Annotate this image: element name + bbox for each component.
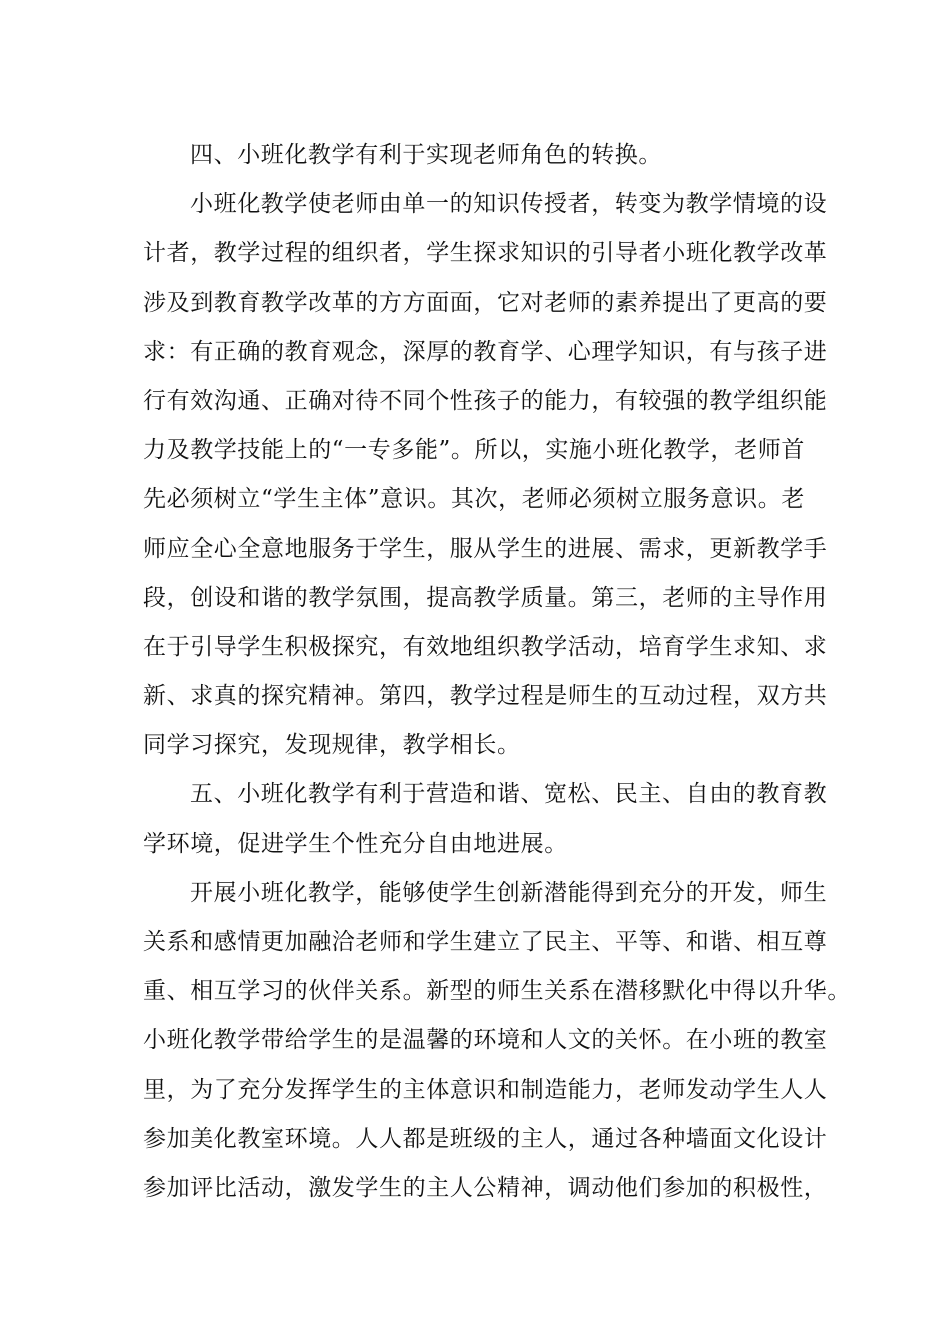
text-line: 小班化教学使老师由单一的知识传授者，转变为教学情境的设 (190, 191, 828, 218)
text-line: 求：有正确的教育观念，深厚的教育学、心理学知识，有与孩子进 (143, 338, 828, 365)
text-line: 师应全心全意地服务于学生，服从学生的进展、需求，更新教学手 (143, 535, 828, 562)
text-line: 关系和感情更加融洽老师和学生建立了民主、平等、和谐、相互尊 (143, 929, 828, 955)
text-line: 涉及到教育教学改革的方方面面，它对老师的素养提出了更高的要 (143, 289, 828, 316)
text-line: 参加评比活动，激发学生的主人公精神，调动他们参加的积极性， (143, 1174, 828, 1201)
text-line: 重、相互学习的伙伴关系。新型的师生关系在潜移默化中得以升华。 (143, 978, 851, 1005)
text-line: 里，为了充分发挥学生的主体意识和制造能力，老师发动学生人人 (143, 1076, 828, 1103)
text-line: 同学习探究，发现规律，教学相长。 (143, 732, 521, 759)
text-line: 开展小班化教学，能够使学生创新潜能得到充分的开发，师生 (190, 879, 828, 906)
text-line: 段，创设和谐的教学氛围，提高教学质量。第三，老师的主导作用 (143, 584, 828, 611)
section-heading: 四、小班化教学有利于实现老师角色的转换。 (190, 142, 662, 168)
text-line: 小班化教学带给学生的是温馨的环境和人文的关怀。在小班的教室 (143, 1027, 828, 1054)
section-heading: 五、小班化教学有利于营造和谐、宽松、民主、自由的教育教 (190, 781, 828, 808)
text-line: 计者，教学过程的组织者，学生探求知识的引导者小班化教学改革 (143, 240, 828, 267)
document-body (143, 131, 851, 1213)
text-line: 新、求真的探究精神。第四，教学过程是师生的互动过程，双方共 (143, 683, 828, 710)
text-line: 力及教学技能上的“一专多能”。所以，实施小班化教学，老师首 (143, 437, 805, 464)
text-line: 学环境，促进学生个性充分自由地进展。 (143, 830, 568, 857)
text-line: 行有效沟通、正确对待不同个性孩子的能力，有较强的教学组织能 (143, 387, 828, 414)
text-line: 参加美化教室环境。人人都是班级的主人，通过各种墙面文化设计 (143, 1125, 828, 1152)
text-line: 先必须树立“学生主体”意识。其次，老师必须树立服务意识。老 (143, 486, 805, 513)
text-line: 在于引导学生积极探究，有效地组织教学活动，培育学生求知、求 (143, 633, 828, 660)
